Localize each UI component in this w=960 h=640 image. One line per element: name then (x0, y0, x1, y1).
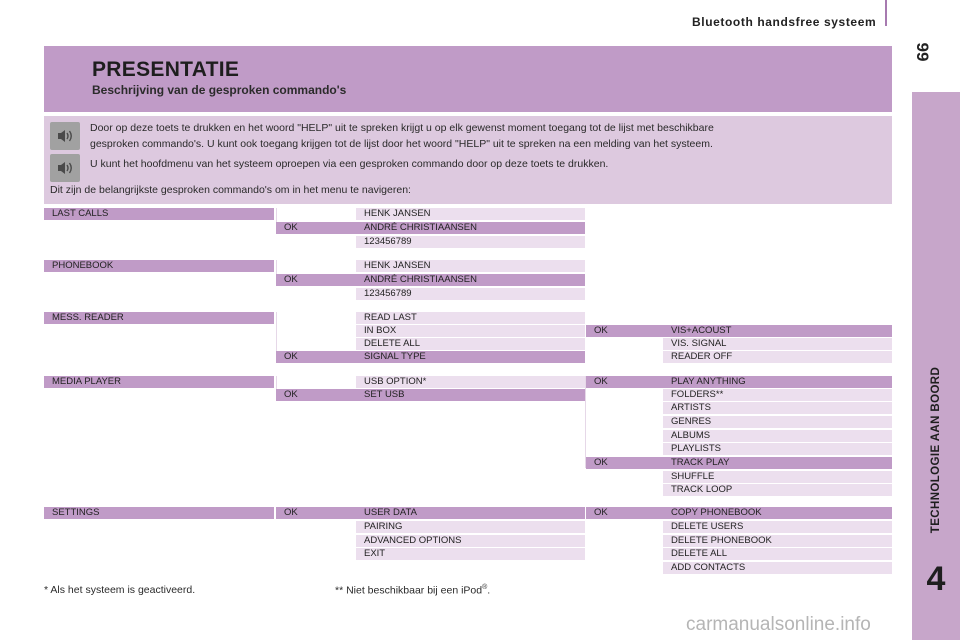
menu-phonebook: PHONEBOOK (44, 260, 274, 272)
signal-type-item: VIS. SIGNAL (663, 338, 892, 350)
phonebook-item: ANDRÉ CHRISTIAANSEN (356, 274, 585, 286)
menu-settings: SETTINGS (44, 507, 274, 519)
help-instruction-line1: Door op deze toets te drukken en het woord "HELP" uit te spreken krijgt u op elk gewenst moment toegang tot de lijst met beschikbare (90, 122, 714, 134)
footnote-ipod (335, 584, 490, 597)
chapter-number: 4 (926, 560, 946, 598)
signal-type-item: VIS+ACOUST (663, 325, 892, 337)
ok-settings: OK (276, 507, 356, 519)
help-instruction-line2: gesproken commando's. U kunt ook toegang krijgen tot de lijst door het woord "HELP" uit te spreken na een melding van het systeem. (90, 138, 713, 150)
usb-option-item: TRACK LOOP (663, 484, 892, 496)
user-data-item: DELETE PHONEBOOK (663, 535, 892, 547)
mess-reader-item: READ LAST (356, 312, 585, 324)
last-calls-item: 123456789 (356, 236, 585, 248)
last-calls-item: ANDRÉ CHRISTIAANSEN (356, 222, 585, 234)
connector-line (585, 376, 586, 468)
settings-item: USER DATA (356, 507, 585, 519)
chapter-label: TECHNOLOGIE AAN BOORD (930, 366, 942, 534)
usb-option-item: ARTISTS (663, 402, 892, 414)
usb-option-item: TRACK PLAY (663, 457, 892, 469)
usb-option-item: GENRES (663, 416, 892, 428)
user-data-item: DELETE ALL (663, 548, 892, 560)
usb-option-item: ALBUMS (663, 430, 892, 442)
media-player-item: SET USB (356, 389, 585, 401)
main-menu-instruction: U kunt het hoofdmenu van het systeem oproepen via een gesproken commando door op deze toets te drukken. (90, 158, 609, 170)
presentation-banner (44, 46, 892, 112)
voice-command-icon (50, 122, 80, 150)
media-player-item: USB OPTION* (356, 376, 585, 388)
phonebook-item: HENK JANSEN (356, 260, 585, 272)
mess-reader-item: SIGNAL TYPE (356, 351, 585, 363)
footnote-ipod-end: . (487, 584, 491, 597)
mess-reader-item: DELETE ALL (356, 338, 585, 350)
menu-media-player: MEDIA PLAYER (44, 376, 274, 388)
menu-last-calls: LAST CALLS (44, 208, 274, 220)
settings-item: ADVANCED OPTIONS (356, 535, 585, 547)
ok-media-player: OK (276, 389, 356, 401)
usb-option-item: PLAY ANYTHING (663, 376, 892, 388)
ok-phonebook: OK (276, 274, 356, 286)
footnote-usb: * Als het systeem is geactiveerd. (44, 584, 196, 596)
page-subtitle: Beschrijving van de gesproken commando's (92, 83, 347, 97)
ok-last-calls: OK (276, 222, 356, 234)
user-data-item: DELETE USERS (663, 521, 892, 533)
ok-user-data: OK (586, 507, 663, 519)
ok-track-play: OK (586, 457, 663, 469)
section-title: Bluetooth handsfree systeem (692, 15, 877, 29)
ok-usb-option: OK (586, 376, 663, 388)
page-number: 99 (913, 42, 932, 62)
user-data-item: COPY PHONEBOOK (663, 507, 892, 519)
footnote-ipod-text: ** Niet beschikbaar bij een iPod (335, 584, 483, 597)
last-calls-item: HENK JANSEN (356, 208, 585, 220)
intro-panel (44, 116, 892, 204)
watermark: carmanualsonline.info (686, 614, 871, 635)
settings-item: EXIT (356, 548, 585, 560)
signal-type-item: READER OFF (663, 351, 892, 363)
user-data-item: ADD CONTACTS (663, 562, 892, 574)
usb-option-item: SHUFFLE (663, 471, 892, 483)
ok-signal-type: OK (586, 325, 663, 337)
menu-mess-reader: MESS. READER (44, 312, 274, 324)
page-title: PRESENTATIE (92, 58, 240, 81)
commands-intro: Dit zijn de belangrijkste gesproken commando's om in het menu te navigeren: (50, 184, 411, 196)
registered-mark: ® (482, 584, 488, 591)
usb-option-item: FOLDERS** (663, 389, 892, 401)
settings-item: PAIRING (356, 521, 585, 533)
header-divider (885, 0, 887, 26)
phonebook-item: 123456789 (356, 288, 585, 300)
mess-reader-item: IN BOX (356, 325, 585, 337)
ok-mess-reader: OK (276, 351, 356, 363)
usb-option-item: PLAYLISTS (663, 443, 892, 455)
voice-command-icon (50, 154, 80, 182)
